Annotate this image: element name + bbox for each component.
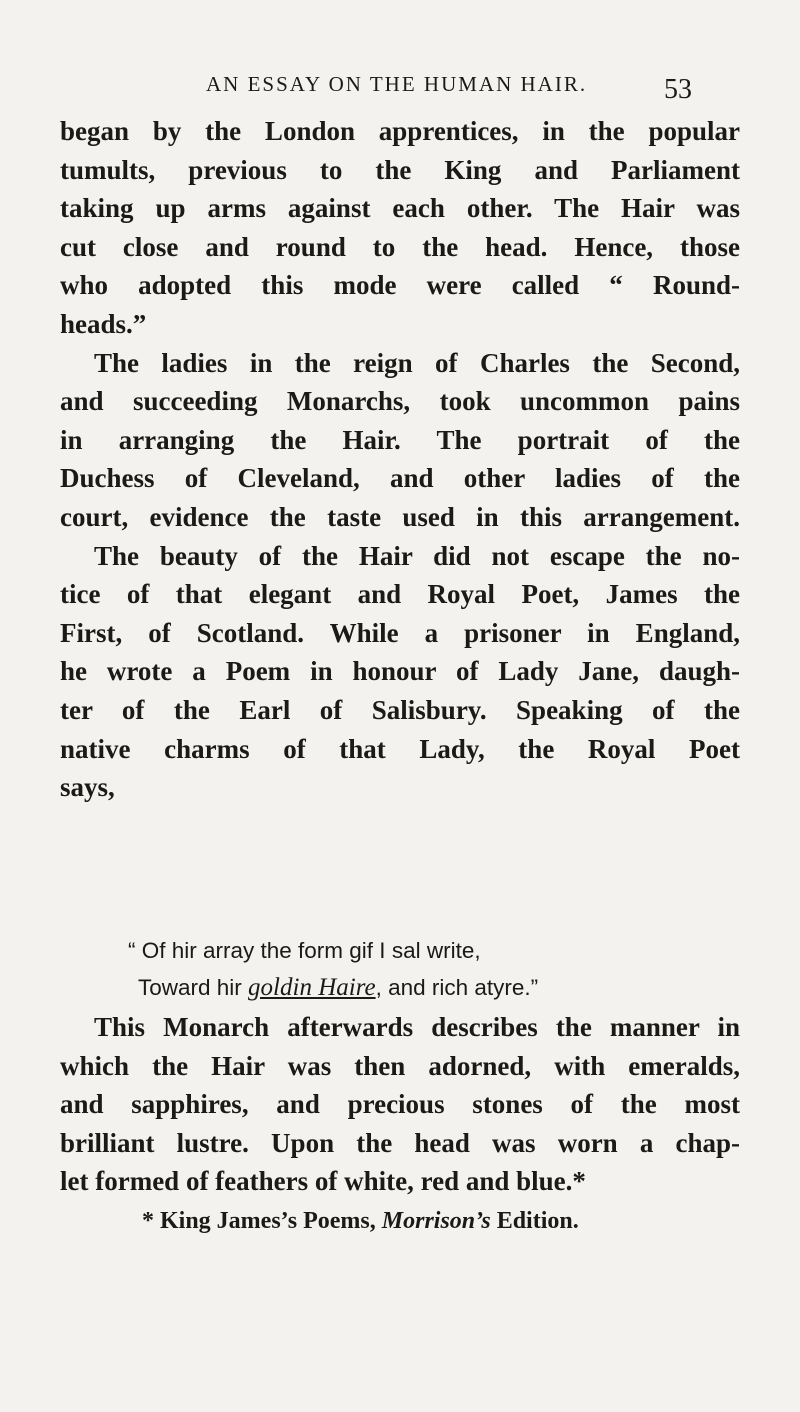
text-line: says, xyxy=(60,772,115,803)
text-line: Duchess of Cleveland, and other ladies of the xyxy=(60,463,740,494)
paragraph xyxy=(60,112,740,344)
text-line: in arranging the Hair. The portrait of the xyxy=(60,424,740,455)
text-line: tice of that elegant and Royal Poet, James the xyxy=(60,579,740,610)
verse-text: Toward hir xyxy=(138,975,249,1000)
text-line: The ladies in the reign of Charles the Second, xyxy=(94,347,740,378)
text-line: tumults, previous to the King and Parliament xyxy=(60,154,740,185)
text-line: cut close and round to the head. Hence, those xyxy=(60,231,740,262)
text-line: First, of Scotland. While a prisoner in England, xyxy=(60,617,740,648)
text-line: brilliant lustre. Upon the head was worn a chap- xyxy=(60,1127,740,1158)
verse-line: “ Of hir array the form gif I sal write, xyxy=(128,938,481,963)
text-line: who adopted this mode were called “ Round- xyxy=(60,270,740,301)
text-line: which the Hair was then adorned, with emeralds, xyxy=(60,1050,740,1081)
footnote-text: * King James’s Poems, xyxy=(142,1208,382,1234)
text-line: heads.” xyxy=(60,308,147,339)
text-line: and succeeding Monarchs, took uncommon pains xyxy=(60,386,740,417)
text-line: The beauty of the Hair did not escape the no- xyxy=(94,540,740,571)
verse-text: , and rich atyre.” xyxy=(375,975,539,1000)
text-line: let formed of feathers of white, red and blue.* xyxy=(60,1166,586,1197)
footnote-text: Edition. xyxy=(490,1208,579,1234)
paragraph xyxy=(60,344,740,537)
text-line: and sapphires, and precious stones of the most xyxy=(60,1089,740,1120)
verse-quotation xyxy=(128,932,538,1006)
main-text xyxy=(60,112,740,807)
paragraph xyxy=(60,537,740,807)
text-line: he wrote a Poem in honour of Lady Jane, daugh- xyxy=(60,656,740,687)
running-title: AN ESSAY ON THE HUMAN HAIR. xyxy=(206,72,588,96)
verse-line xyxy=(128,969,538,1006)
footnote xyxy=(142,1208,579,1235)
text-line: This Monarch afterwards describes the manner in xyxy=(94,1012,740,1042)
text-line: native charms of that Lady, the Royal Poet xyxy=(60,733,740,764)
paragraph xyxy=(60,1008,740,1201)
footnote-emphasis: Morrison’s xyxy=(381,1208,491,1234)
verse-emphasis: goldin Haire xyxy=(248,974,376,1001)
text-line: began by the London apprentices, in the popular xyxy=(60,116,740,146)
text-line: ter of the Earl of Salisbury. Speaking of the xyxy=(60,694,740,725)
text-line: court, evidence the taste used in this arrangement. xyxy=(60,501,740,532)
page-number: 53 xyxy=(664,74,692,105)
text-line: taking up arms against each other. The Hair was xyxy=(60,193,740,224)
